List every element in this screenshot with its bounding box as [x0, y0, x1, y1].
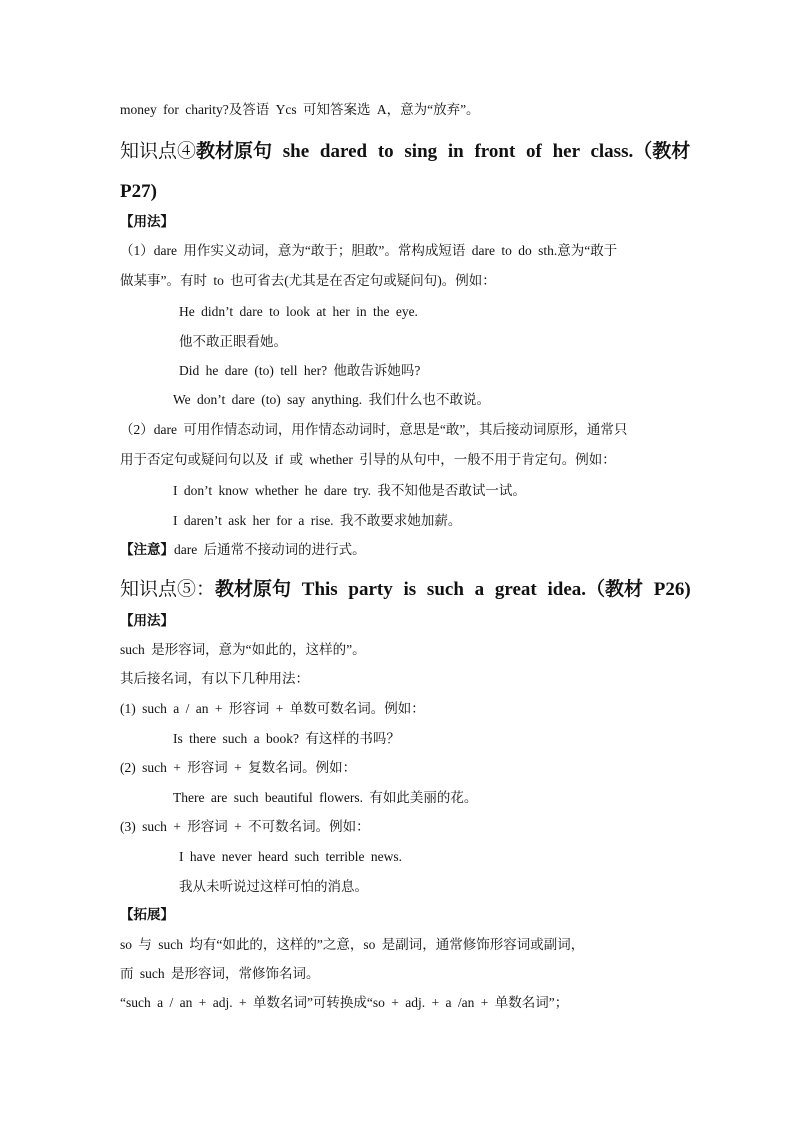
section5-rule3-example-zh: 我从未听说过这样可怕的消息。: [179, 879, 368, 894]
section4-note-text: dare 后通常不接动词的进行式。: [174, 542, 366, 557]
section4-p1-line2: 做某事”。有时 to 也可省去(尤其是在否定句或疑问句)。例如：: [120, 273, 496, 288]
section4-note: [120, 541, 366, 559]
section5-rule3: (3) such + 形容词 + 不可数名词。例如：: [120, 819, 370, 834]
section5-heading-title: 教材原句 This party is such a great idea.（教材 P26): [215, 579, 691, 600]
section5-rule2: (2) such + 形容词 + 复数名词。例如：: [120, 760, 357, 775]
section5-line1: such 是形容词，意为“如此的，这样的”。: [120, 642, 366, 657]
section5-rule1-example: Is there such a book? 有这样的书吗？: [173, 731, 400, 746]
section5-rule2-example: There are such beautiful flowers. 有如此美丽的花。: [173, 790, 478, 805]
section5-extend-line2: 而 such 是形容词，常修饰名词。: [120, 966, 320, 981]
section5-heading-prefix: 知识点⑤：: [120, 579, 216, 600]
section4-note-label: 【注意】: [120, 542, 174, 557]
section5-line2: 其后接名词，有以下几种用法：: [120, 671, 309, 686]
section4-p2-line1: （2）dare 可用作情态动词，用作情态动词时，意思是“敢”，其后接动词原形，通常只: [120, 422, 628, 437]
section4-heading-cont: P27): [120, 181, 157, 202]
section5-extend-line1: so 与 such 均有“如此的，这样的”之意，so 是副词，通常修饰形容词或副词，: [120, 937, 585, 952]
section4-example1-zh: 他不敢正眼看她。: [179, 334, 287, 349]
section4-example1-en: He didn’t dare to look at her in the eye.: [179, 304, 418, 319]
section5-extend-line3: “such a / an + adj. + 单数名词”可转换成“so + adj. + a /an + 单数名词”；: [120, 995, 569, 1010]
section5-extend-label: 【拓展】: [120, 907, 174, 922]
section4-example5: I daren’t ask her for a rise. 我不敢要求她加薪。: [173, 513, 462, 528]
intro-line: money for charity?及答语 Ycs 可知答案选 A，意为“放弃”。: [120, 102, 480, 117]
section4-example4: I don’t know whether he dare try. 我不知他是否敢试一试。: [173, 483, 526, 498]
section4-heading: [120, 140, 690, 164]
section5-usage-label: 【用法】: [120, 613, 174, 628]
section4-heading-prefix: 知识点④: [120, 141, 197, 162]
section4-p2-line2: 用于否定句或疑问句以及 if 或 whether 引导的从句中，一般不用于肯定句。例如：: [120, 452, 616, 467]
section4-p1-line1: （1）dare 用作实义动词，意为“敢于；胆敢”。常构成短语 dare to do sth.意为“敢于: [120, 243, 618, 258]
section4-example3: We don’t dare (to) say anything. 我们什么也不敢说。: [173, 392, 490, 407]
section4-example2: Did he dare (to) tell her? 他敢告诉她吗?: [179, 363, 421, 378]
section5-rule1: (1) such a / an + 形容词 + 单数可数名词。例如：: [120, 701, 425, 716]
section4-usage-label: 【用法】: [120, 214, 174, 229]
section5-rule3-example-en: I have never heard such terrible news.: [179, 849, 403, 864]
section5-heading: [120, 578, 691, 602]
section4-heading-title: 教材原句 she dared to sing in front of her class.（教材: [196, 141, 691, 162]
